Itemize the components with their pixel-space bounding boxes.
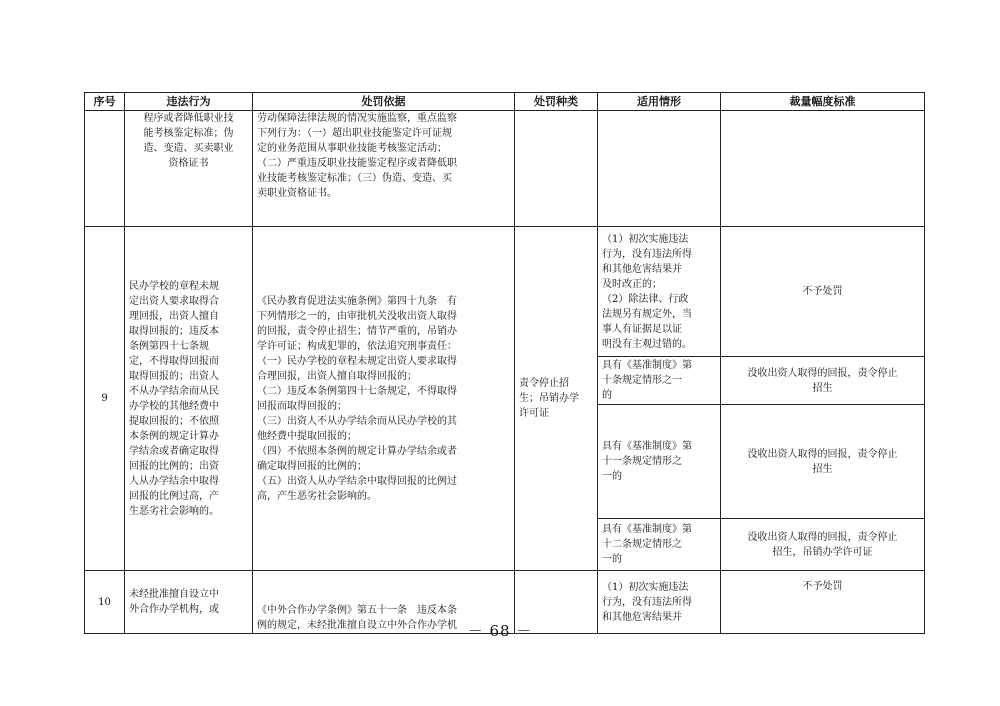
cell-situation: 具有《基准制度》第 十一条规定情形之 一的	[598, 405, 721, 519]
cell-standard: 不予处罚	[721, 571, 925, 634]
cell-penalty-type	[515, 111, 598, 227]
cell-seq	[85, 111, 125, 227]
table-row	[85, 227, 925, 357]
cell-basis: 《中外合作办学条例》第五十一条 违反本条 例的规定，未经批准擅自设立中外合作办学机	[253, 571, 515, 634]
header-situation: 适用情形	[598, 93, 721, 111]
cell-situation: 具有《基准制度》第 十二条规定情形之 一的	[598, 519, 721, 571]
header-seq: 序号	[85, 93, 125, 111]
cell-violation: 未经批准擅自设立中 外合作办学机构，或	[125, 571, 253, 634]
cell-violation: 民办学校的章程未规 定出资人要求取得合 理回报，出资人擅自 取得回报的；违反本 条例第四十七条规 定，不得取得回报而 取得回报的；出资人 不从办学结余而从民 办学校的其他经费中 提取回报的；不依照 本条例的规定计算办 学结余或者确定取得 回报的比例的；出资 人从办学结余中取得 回报的比例过高，产 生恶劣社会影响的。	[125, 227, 253, 571]
cell-violation: 程序或者降低职业技 能考核鉴定标准；伪 造、变造、买卖职业 资格证书	[125, 111, 253, 227]
table-header-row	[85, 93, 925, 111]
cell-standard: 没收出资人取得的回报，责令停止 招生	[721, 357, 925, 405]
header-standard: 裁量幅度标准	[721, 93, 925, 111]
cell-standard: 没收出资人取得的回报，责令停止 招生	[721, 405, 925, 519]
cell-situation: （1）初次实施违法 行为，没有违法所得 和其他危害结果并	[598, 571, 721, 634]
cell-penalty-type: 责令停止招 生；吊销办学 许可证	[515, 227, 598, 571]
cell-standard	[721, 111, 925, 227]
page-number: － 68 －	[467, 622, 533, 640]
cell-seq: 10	[85, 571, 125, 634]
cell-situation: （1）初次实施违法 行为，没有违法所得 和其他危害结果并 及时改正的； （2）除法律、行政 法规另有规定外，当 事人有证据足以证 明没有主观过错的。	[598, 227, 721, 357]
header-penalty-type: 处罚种类	[515, 93, 598, 111]
table-row	[85, 111, 925, 227]
penalty-standard-table	[84, 92, 925, 634]
cell-seq: 9	[85, 227, 125, 571]
cell-situation	[598, 111, 721, 227]
header-basis: 处罚依据	[253, 93, 515, 111]
cell-situation: 具有《基准制度》第 十条规定情形之一 的	[598, 357, 721, 405]
header-violation: 违法行为	[125, 93, 253, 111]
cell-standard: 不予处罚	[721, 227, 925, 357]
cell-standard: 没收出资人取得的回报，责令停止 招生，吊销办学许可证	[721, 519, 925, 571]
cell-basis: 劳动保障法律法规的情况实施监察，重点监察 下列行为：（一）超出职业技能鉴定许可证规 定的业务范围从事职业技能考核鉴定活动； （二）严重违反职业技能鉴定程序或者降低职 业技能考核鉴定标准；（三）伪造、变造、买 卖职业资格证书。	[253, 111, 515, 227]
cell-basis: 《民办教育促进法实施条例》第四十九条 有 下列情形之一的，由审批机关没收出资人取得 的回报，责令停止招生；情节严重的，吊销办 学许可证；构成犯罪的，依法追究刑事责任： （一）民办学校的章程未规定出资人要求取得 合理回报，出资人擅自取得回报的； （二）违反本条例第四十七条规定，不得取得 回报而取得回报的； （三）出资人不从办学结余而从民办学校的其 他经费中提取回报的； （四）不依照本条例的规定计算办学结余或者 确定取得回报的比例的； （五）出资人从办学结余中取得回报的比例过 高，产生恶劣社会影响的。	[253, 227, 515, 571]
